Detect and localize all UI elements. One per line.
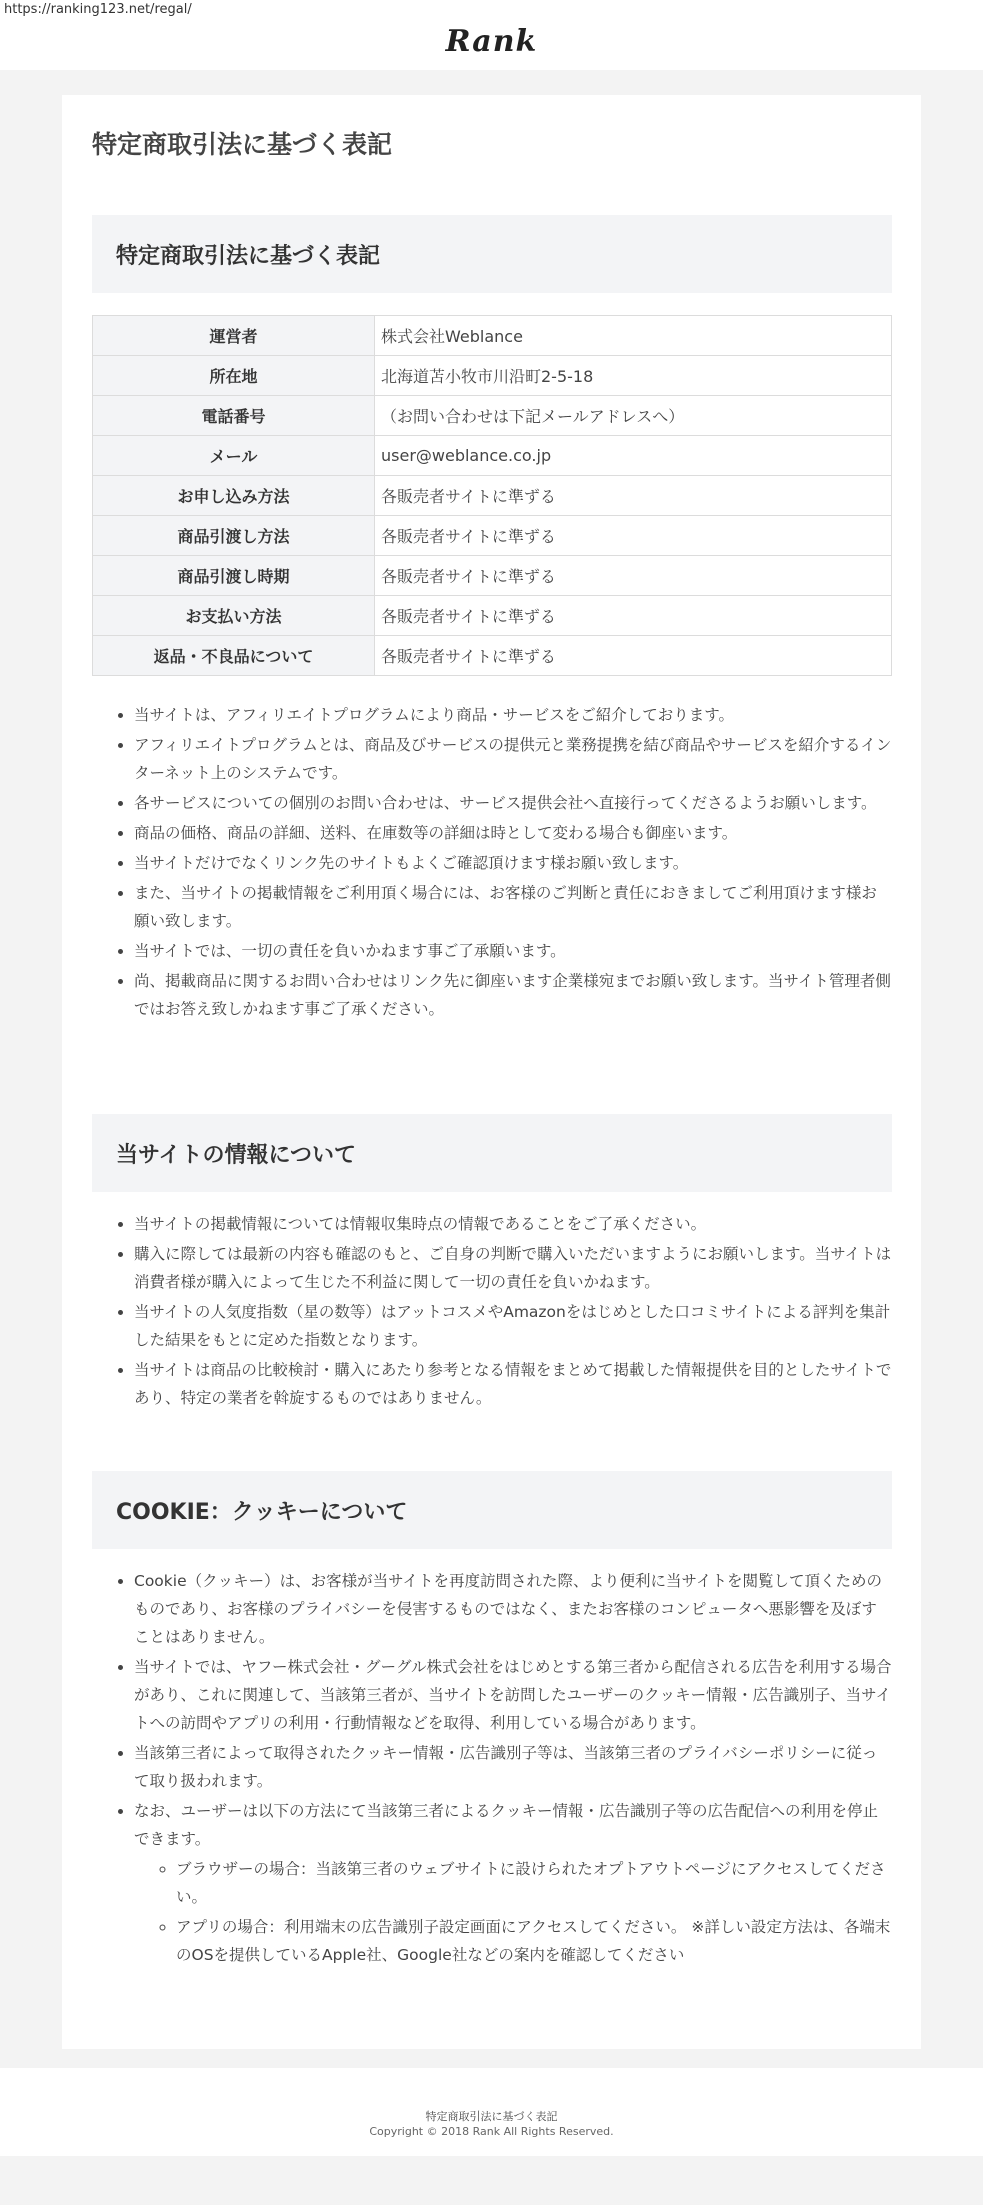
table-label: 所在地 — [93, 356, 375, 396]
table-value: 各販売者サイトに準ずる — [375, 476, 892, 516]
table-value: 各販売者サイトに準ずる — [375, 556, 892, 596]
section-heading-site-info: 当サイトの情報について — [92, 1114, 892, 1192]
section-heading-cookie: COOKIE：クッキーについて — [92, 1471, 892, 1549]
table-value: 各販売者サイトに準ずる — [375, 596, 892, 636]
table-row — [93, 516, 892, 556]
list-item: • 各サービスについての個別のお問い合わせは、サービス提供会社へ直接行ってくださるようお願いします。 — [134, 789, 892, 817]
list-item: • 尚、掲載商品に関するお問い合わせはリンク先に御座います企業様宛までお願い致します。当サイト管理者側ではお答え致しかねます事ご了承ください。 — [134, 967, 892, 1023]
list-item: • 当サイトの掲載情報については情報収集時点の情報であることをご了承ください。 — [134, 1210, 892, 1238]
list-item — [134, 1797, 892, 1969]
table-row — [93, 596, 892, 636]
table-label: メール — [93, 436, 375, 476]
site-footer — [0, 2068, 983, 2156]
list-item: • 当サイトは、アフィリエイトプログラムにより商品・サービスをご紹介しております。 — [134, 701, 892, 729]
optout-methods-list — [134, 1855, 892, 1969]
table-value: user@weblance.co.jp — [375, 436, 892, 476]
affiliate-notes-list — [92, 701, 892, 1025]
list-item: • 当サイトの人気度指数（星の数等）はアットコスメやAmazonをはじめとした口コミサイトによる評判を集計した結果をもとに定めた指数となります。 — [134, 1298, 892, 1354]
site-logo[interactable]: Rank — [445, 24, 538, 59]
site-header — [0, 0, 983, 70]
section-heading-legal: 特定商取引法に基づく表記 — [92, 215, 892, 293]
cookie-notes-list — [92, 1567, 892, 1971]
table-row — [93, 436, 892, 476]
list-item: • Cookie（クッキー）は、お客様が当サイトを再度訪問された際、より便利に当サイトを閲覧して頂くためのものであり、お客様のプライバシーを侵害するものではなく、またお客様のコンピュータへ悪影響を及ぼすことはありません。 — [134, 1567, 892, 1651]
table-value: 株式会社Weblance — [375, 316, 892, 356]
table-row — [93, 316, 892, 356]
table-value: （お問い合わせは下記メールアドレスへ） — [375, 396, 892, 436]
list-item: • 当サイトは商品の比較検討・購入にあたり参考となる情報をまとめて掲載した情報提供を目的としたサイトであり、特定の業者を斡旋するものではありません。 — [134, 1356, 892, 1412]
list-item: ◦ アプリの場合：利用端末の広告識別子設定画面にアクセスしてください。 ※詳しい設定方法は、各端末のOSを提供しているApple社、Google社などの案内を確認してください — [176, 1913, 892, 1969]
table-label: 運営者 — [93, 316, 375, 356]
content-card — [62, 95, 921, 2049]
list-item: • アフィリエイトプログラムとは、商品及びサービスの提供元と業務提携を結び商品やサービスを紹介するインターネット上のシステムです。 — [134, 731, 892, 787]
list-item: ◦ ブラウザーの場合：当該第三者のウェブサイトに設けられたオプトアウトページにアクセスしてください。 — [176, 1855, 892, 1911]
list-item: • 購入に際しては最新の内容も確認のもと、ご自身の判断で購入いただいますようにお願いします。当サイトは消費者様が購入によって生じた不利益に関して一切の責任を負いかねます。 — [134, 1240, 892, 1296]
table-label: 商品引渡し方法 — [93, 516, 375, 556]
table-row — [93, 556, 892, 596]
table-row — [93, 356, 892, 396]
legal-info-table — [92, 315, 892, 676]
list-item-text: なお、ユーザーは以下の方法にて当該第三者によるクッキー情報・広告識別子等の広告配信への利用を停止できます。 — [134, 1802, 879, 1848]
list-item: • 商品の価格、商品の詳細、送料、在庫数等の詳細は時として変わる場合も御座います。 — [134, 819, 892, 847]
list-item: • また、当サイトの掲載情報をご利用頂く場合には、お客様のご判断と責任におきましてご利用頂けます様お願い致します。 — [134, 879, 892, 935]
page-title: 特定商取引法に基づく表記 — [92, 130, 393, 159]
table-label: 商品引渡し時期 — [93, 556, 375, 596]
list-item: • 当サイトでは、ヤフー株式会社・グーグル株式会社をはじめとする第三者から配信される広告を利用する場合があり、これに関連して、当該第三者が、当サイトを訪問したユーザーのクッキー情報・広告識別子、当サイトへの訪問やアプリの利用・行動情報などを取得、利用している場合があります。 — [134, 1653, 892, 1737]
url-text: https://ranking123.net/regal/ — [4, 2, 192, 17]
table-row — [93, 636, 892, 676]
footer-legal-link[interactable]: 特定商取引法に基づく表記 — [425, 2110, 558, 2123]
list-item: • 当サイトだけでなくリンク先のサイトもよくご確認頂けます様お願い致します。 — [134, 849, 892, 877]
footer-copyright: Copyright © 2018 Rank All Rights Reserved. — [369, 2125, 614, 2138]
list-item: • 当サイトでは、一切の責任を負いかねます事ご了承願います。 — [134, 937, 892, 965]
table-row — [93, 396, 892, 436]
table-label: お申し込み方法 — [93, 476, 375, 516]
table-label: 返品・不良品について — [93, 636, 375, 676]
table-row — [93, 476, 892, 516]
table-value: 各販売者サイトに準ずる — [375, 516, 892, 556]
table-label: 電話番号 — [93, 396, 375, 436]
list-item: • 当該第三者によって取得されたクッキー情報・広告識別子等は、当該第三者のプライバシーポリシーに従って取り扱われます。 — [134, 1739, 892, 1795]
site-info-notes-list — [92, 1210, 892, 1414]
table-value: 北海道苫小牧市川沿町2-5-18 — [375, 356, 892, 396]
table-value: 各販売者サイトに準ずる — [375, 636, 892, 676]
table-label: お支払い方法 — [93, 596, 375, 636]
